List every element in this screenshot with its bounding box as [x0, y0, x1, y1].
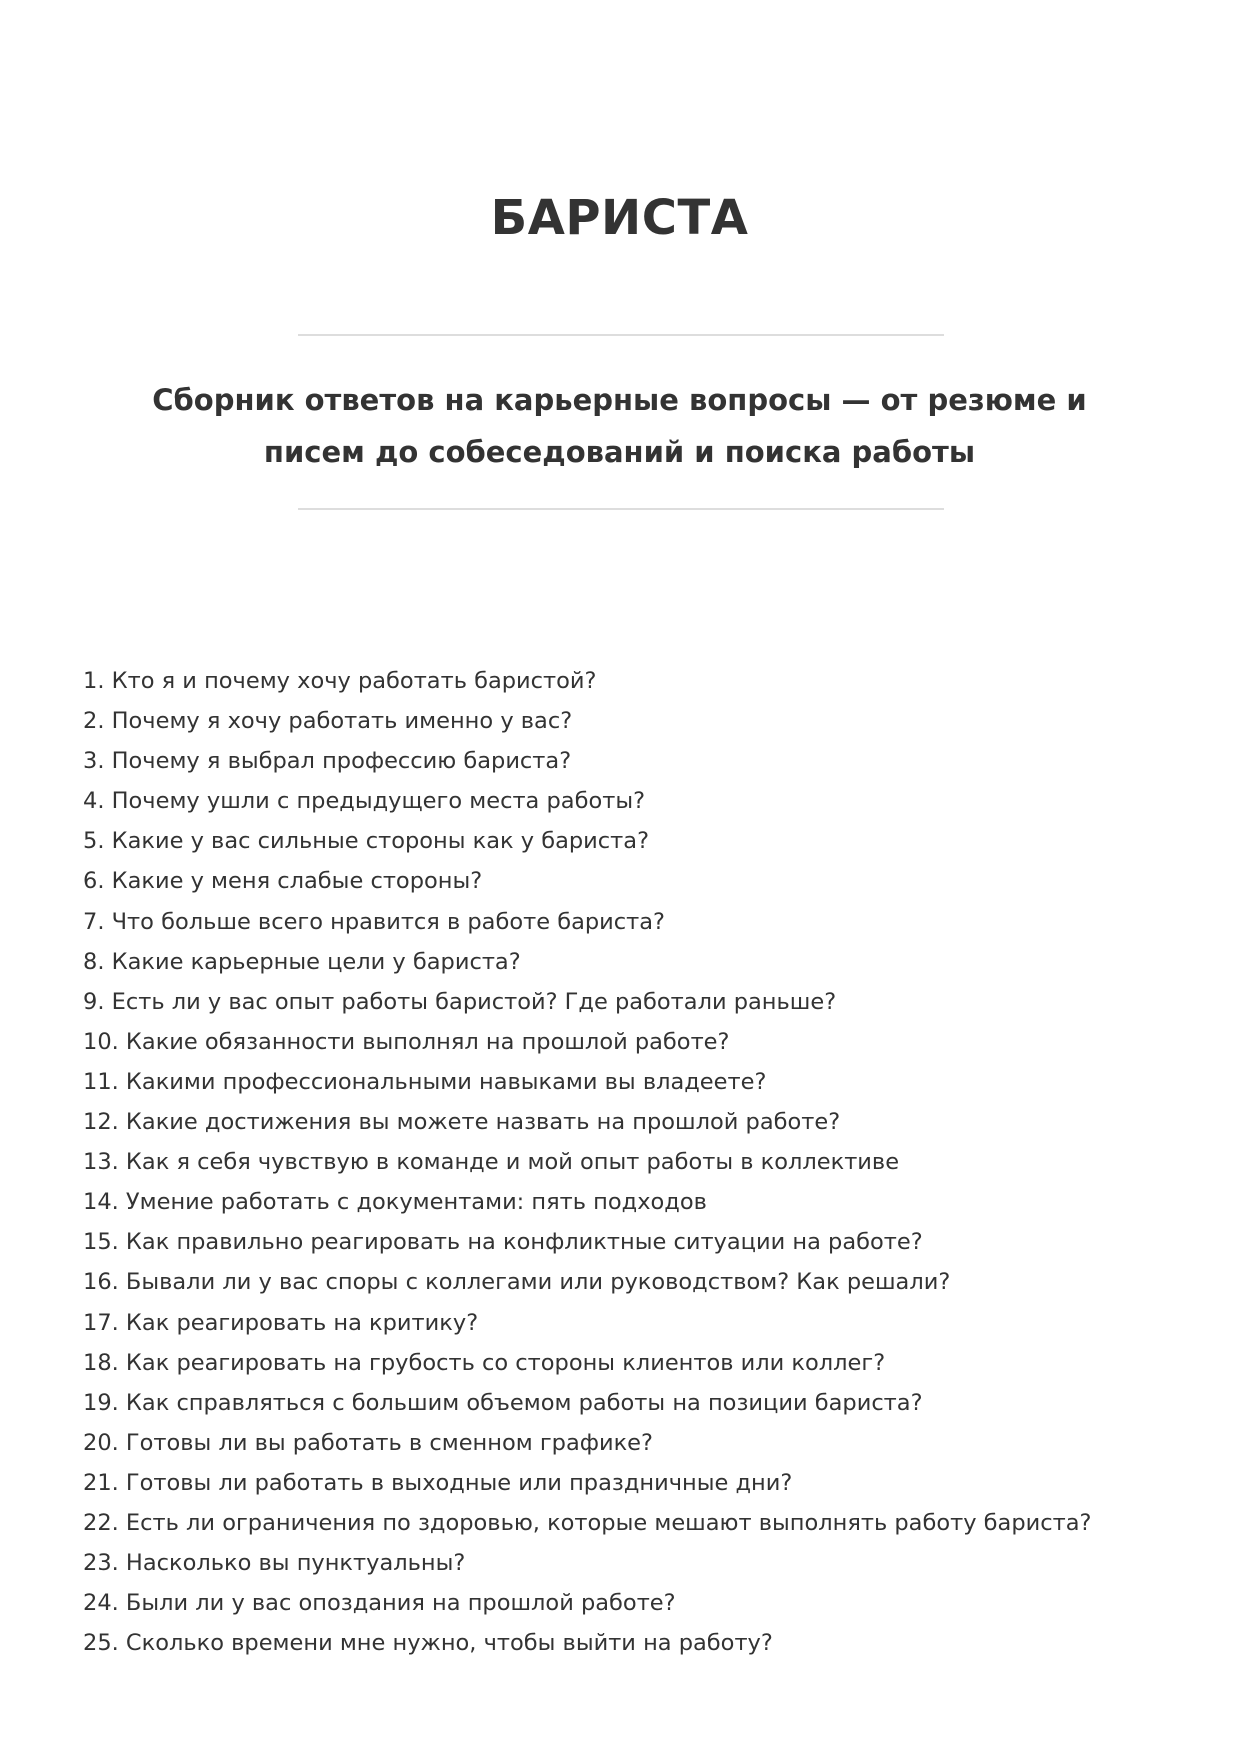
bottom-divider	[298, 508, 944, 510]
question-item: 14. Умение работать с документами: пять подходов	[83, 1189, 707, 1216]
question-item: 13. Как я себя чувствую в команде и мой опыт работы в коллективе	[83, 1149, 900, 1176]
question-item: 23. Насколько вы пунктуальны?	[83, 1550, 466, 1577]
question-item: 1. Кто я и почему хочу работать баристой?	[83, 668, 597, 694]
question-item: 24. Были ли у вас опоздания на прошлой работе?	[83, 1590, 676, 1617]
question-item: 25. Сколько времени мне нужно, чтобы выйти на работу?	[83, 1630, 773, 1657]
page-subtitle: Сборник ответов на карьерные вопросы — от резюме и писем до собеседований и поиска работы	[152, 383, 1087, 469]
question-item: 11. Какими профессиональными навыками вы владеете?	[83, 1068, 767, 1095]
question-item: 4. Почему ушли с предыдущего места работы?	[83, 788, 646, 815]
question-item: 22. Есть ли ограничения по здоровью, которые мешают выполнять работу бариста?	[83, 1509, 1092, 1536]
question-item: 20. Готовы ли вы работать в сменном графике?	[83, 1429, 653, 1456]
question-item: 15. Как правильно реагировать на конфликтные ситуации на работе?	[83, 1229, 923, 1256]
question-item: 21. Готовы ли работать в выходные или праздничные дни?	[83, 1469, 793, 1496]
page-title: БАРИСТА	[490, 190, 749, 246]
question-item: 17. Как реагировать на критику?	[83, 1309, 479, 1336]
question-item: 12. Какие достижения вы можете назвать на прошлой работе?	[83, 1109, 841, 1136]
question-item: 9. Есть ли у вас опыт работы баристой? Где работали раньше?	[83, 988, 837, 1015]
question-item: 16. Бывали ли у вас споры с коллегами или руководством? Как решали?	[83, 1269, 951, 1296]
question-item: 8. Какие карьерные цели у бариста?	[83, 948, 521, 975]
question-item: 2. Почему я хочу работать именно у вас?	[83, 708, 573, 735]
question-item: 6. Какие у меня слабые стороны?	[83, 868, 483, 895]
question-item: 7. Что больше всего нравится в работе бариста?	[83, 908, 665, 935]
question-item: 3. Почему я выбрал профессию бариста?	[83, 748, 572, 775]
question-item: 19. Как справляться с большим объемом работы на позиции бариста?	[83, 1389, 923, 1416]
question-item: 18. Как реагировать на грубость со стороны клиентов или коллег?	[83, 1349, 886, 1376]
question-list	[83, 661, 1203, 1663]
question-item: 10. Какие обязанности выполнял на прошлой работе?	[83, 1028, 730, 1055]
top-divider	[298, 334, 944, 336]
question-item: 5. Какие у вас сильные стороны как у бариста?	[83, 828, 650, 855]
